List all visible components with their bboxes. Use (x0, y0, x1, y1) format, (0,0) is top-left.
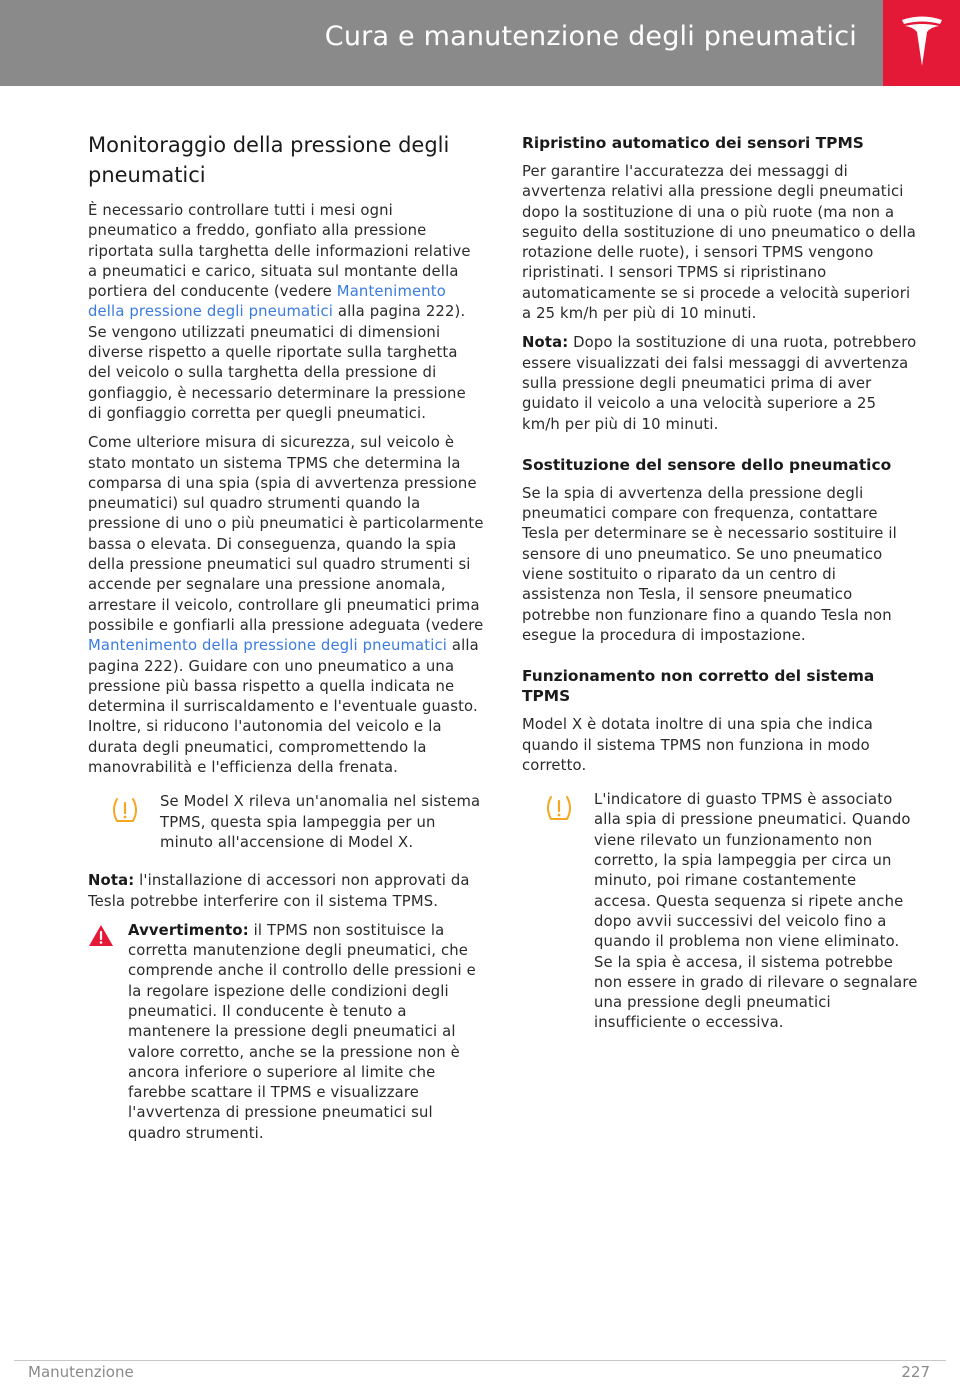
footer-divider (14, 1360, 946, 1361)
subsection-heading: Sostituzione del sensore dello pneumatico (522, 455, 892, 474)
right-column (522, 133, 918, 1052)
page-number: 227 (901, 1363, 930, 1381)
cross-reference-link[interactable]: Mantenimento della pressione degli pneumatici (88, 283, 446, 321)
warning-text: Avvertimento: il TPMS non sostituisce la corretta manutenzione degli pneumatici, che comprende anche il controllo delle pressioni e la regolare ispezione delle condizioni degli pneumatici. Il conducente è tenuto a mantenere la pressione degli pneumatici al valore corretto, anche se la pressione non è ancora inferiore o superiore al limite che farebbe scattare il TPMS e visualizzare l'avvertenza di pressione pneumatici sul quadro strumenti. (128, 921, 476, 1142)
paragraph: Per garantire l'accuratezza dei messaggi di avvertenza relativi alla pressione degli pneumatici dopo la sostituzione di una o più ruote (ma non a seguito della sostituzione di uno pneumatico o della rotazione delle ruote), i sensori TPMS vengono ripristinati. I sensori TPMS si ripristinano automaticamente se si procede a velocità superiori a 25 km/h per più di 10 minuti. (522, 163, 917, 323)
callout-text: Se Model X rileva un'anomalia nel sistema TPMS, questa spia lampeggia per un minuto all'accensione di Model X. (160, 793, 481, 851)
page-header (0, 0, 883, 86)
tesla-logo-box (883, 0, 960, 86)
paragraph: Se la spia di avvertenza della pressione degli pneumatici compare con frequenza, contattare Tesla per determinare se è necessario sostituire il sensore di uno pneumatico. Se uno pneumatico viene sostituito o riparato da un centro di assistenza non Tesla, il sensore pneumatico potrebbe non funzionare fino a quando Tesla non esegue la procedura di impostazione. (522, 484, 897, 644)
subsection-heading: Ripristino automatico dei sensori TPMS (522, 134, 864, 152)
page-title: Cura e manutenzione degli pneumatici (324, 21, 857, 52)
note: Nota: Dopo la sostituzione di una ruota, potrebbero essere visualizzati dei falsi messaggi di avvertenza sulla pressione degli pneumatici prima di aver guidato il veicolo a una velocità superiore a 25 km/h per più di 10 minuti. (522, 334, 917, 433)
tpms-warning-icon (110, 796, 140, 824)
tpms-malfunction-callout (522, 790, 918, 1034)
warning-triangle-icon (88, 924, 114, 947)
subsection-heading: Funzionamento non corretto del sistema TPMS (522, 667, 875, 706)
tpms-callout (88, 792, 484, 853)
note-label: Nota: (522, 334, 569, 352)
warning-block (88, 921, 484, 1144)
paragraph: Model X è dotata inoltre di una spia che indica quando il sistema TPMS non funziona in modo corretto. (522, 716, 873, 774)
note-label: Nota: (88, 872, 135, 890)
cross-reference-link[interactable]: Mantenimento della pressione degli pneumatici (88, 637, 448, 655)
paragraph: È necessario controllare tutti i mesi ogni pneumatico a freddo, gonfiato alla pressione riportata sulla targhetta delle informazioni relative a pneumatici e carico, situata sul montante della portiera del conducente (vedere Mantenimento della pressione degli pneumatici alla pagina 222). Se vengono utilizzati pneumatici di dimensioni diverse rispetto a quelle riportate sulla targhetta del veicolo o sulla targhetta della pressione di gonfiaggio, è necessario determinare la pressione di gonfiaggio corretta per quegli pneumatici. (88, 202, 471, 422)
section-heading: Monitoraggio della pressione degli pneumatici (88, 133, 450, 187)
note: Nota: l'installazione di accessori non approvati da Tesla potrebbe interferire con il sistema TPMS. (88, 872, 470, 910)
callout-text: L'indicatore di guasto TPMS è associato alla spia di pressione pneumatici. Quando viene rilevato un funzionamento non corretto, la spia lampeggia per circa un minuto, poi rimane costantemente accesa. Questa sequenza si ripete anche dopo avvii successivi del veicolo fino a quando il problema non viene eliminato. Se la spia è accesa, il sistema potrebbe non essere in grado di rilevare o segnalare una pressione degli pneumatici insufficiente o eccessiva. (594, 791, 918, 1032)
left-column (88, 130, 484, 1144)
paragraph: Come ulteriore misura di sicurezza, sul veicolo è stato montato un sistema TPMS che determina la comparsa di una spia (spia di avvertenza pressione pneumatici) sul quadro strumenti quando la pressione di uno o più pneumatici è particolarmente bassa o elevata. Di conseguenza, quando la spia della pressione pneumatici sul quadro strumenti si accende per segnalare una pressione anomala, arrestare il veicolo, controllare gli pneumatici prima possibile e gonfiarli alla pressione adeguata (vedere Mantenimento della pressione degli pneumatici alla pagina 222). Guidare con uno pneumatico a una pressione più bassa rispetto a quella indicata ne determina il surriscaldamento e l'eventuale guasto. Inoltre, si riducono l'autonomia del veicolo e la durata degli pneumatici, compromettendo la manovrabilità e l'efficienza della frenata. (88, 434, 484, 777)
footer-section: Manutenzione (28, 1363, 134, 1381)
tesla-logo-icon (899, 14, 945, 68)
warning-label: Avvertimento: (128, 921, 249, 939)
tpms-warning-icon (544, 794, 574, 822)
